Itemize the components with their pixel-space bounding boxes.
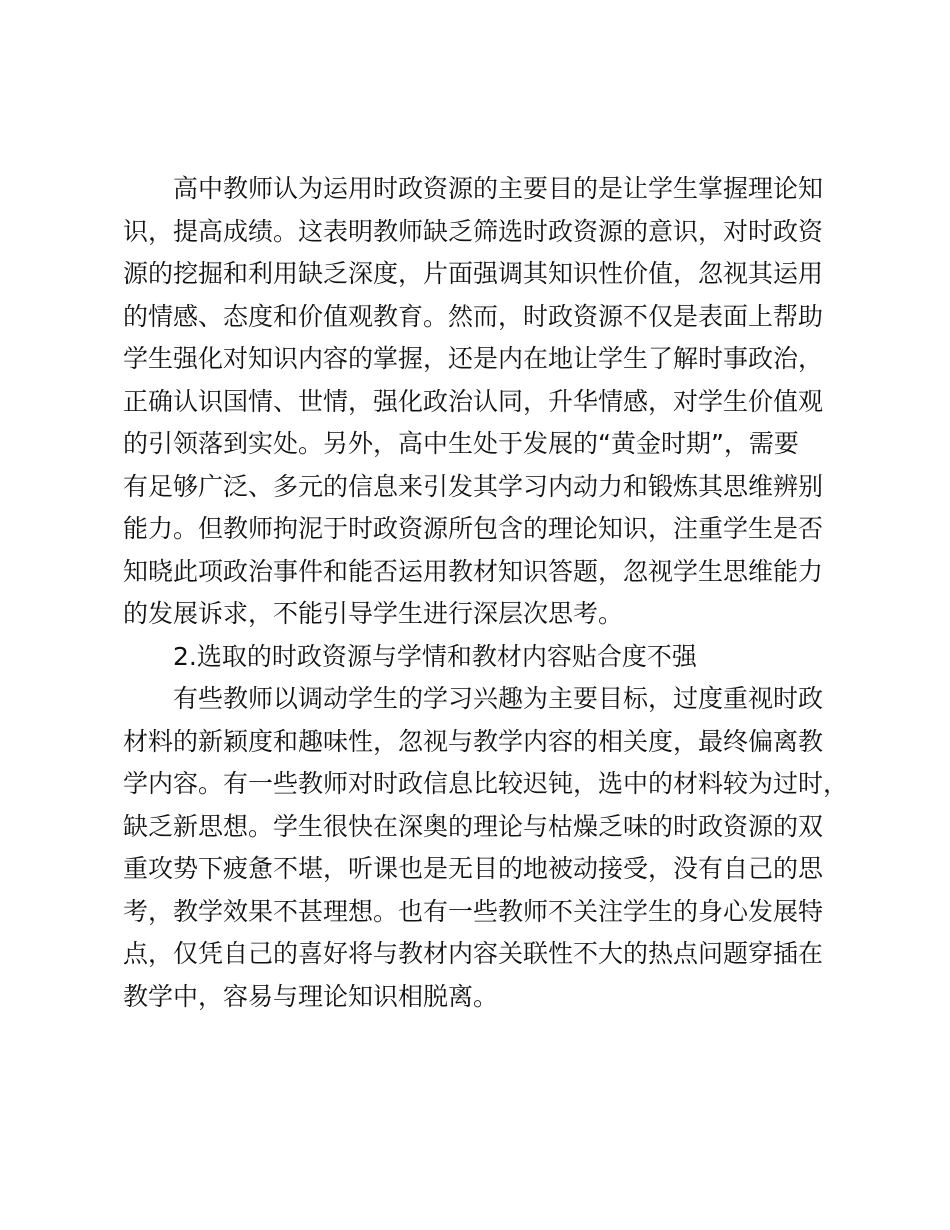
text-line: 识，提高成绩。这表明教师缺乏筛选时政资源的意识，对时政资 — [123, 216, 824, 246]
text-line: 正确认识国情、世情，强化政治认同，升华情感，对学生价值观 — [123, 386, 824, 416]
text-line: 缺乏新思想。学生很快在深奥的理论与枯燥乏味的时政资源的双 — [123, 811, 824, 841]
text-line: 点，仅凭自己的喜好将与教材内容关联性不大的热点问题穿插在 — [123, 939, 824, 968]
text-line: 重攻势下疲惫不堪，听课也是无目的地被动接受，没有自己的思 — [123, 854, 824, 883]
text-line: 材料的新颖度和趣味性，忽视与教学内容的相关度，最终偏离教 — [123, 726, 824, 756]
text-line: 能力。但教师拘泥于时政资源所包含的理论知识，注重学生是否 — [123, 514, 824, 543]
document-body — [123, 168, 849, 1018]
text-line: 高中教师认为运用时政资源的主要目的是让学生掌握理论知 — [173, 174, 824, 203]
text-line: 有足够广泛、多元的信息来引发其学习内动力和锻炼其思维辨别 — [123, 471, 824, 501]
text-line: 教学中，容易与理论知识相脱离。 — [123, 981, 499, 1011]
text-line: 有些教师以调动学生的学习兴趣为主要目标，过度重视时政 — [173, 684, 824, 713]
section-heading — [123, 636, 838, 679]
heading-text: 2.选取的时政资源与学情和教材内容贴合度不强 — [173, 641, 697, 671]
text-line: 的情感、态度和价值观教育。然而，时政资源不仅是表面上帮助 — [123, 301, 824, 331]
text-line: 源的挖掘和利用缺乏深度，片面强调其知识性价值，忽视其运用 — [123, 259, 824, 288]
text-line: 的发展诉求，不能引导学生进行深层次思考。 — [123, 599, 624, 628]
paragraph-teacher-goals — [123, 168, 838, 636]
paragraph-resource-fit — [123, 678, 849, 1018]
text-line: 学内容。有一些教师对时政信息比较迟钝，选中的材料较为过时， — [123, 769, 849, 798]
text-line: 知晓此项政治事件和能否运用教材知识答题，忽视学生思维能力 — [123, 556, 824, 586]
text-line: 考，教学效果不甚理想。也有一些教师不关注学生的身心发展特 — [123, 896, 824, 926]
text-line: 学生强化对知识内容的掌握，还是内在地让学生了解时事政治， — [123, 344, 824, 373]
text-line: 的引领落到实处。另外，高中生处于发展的“黄金时期”，需要 — [123, 429, 799, 458]
